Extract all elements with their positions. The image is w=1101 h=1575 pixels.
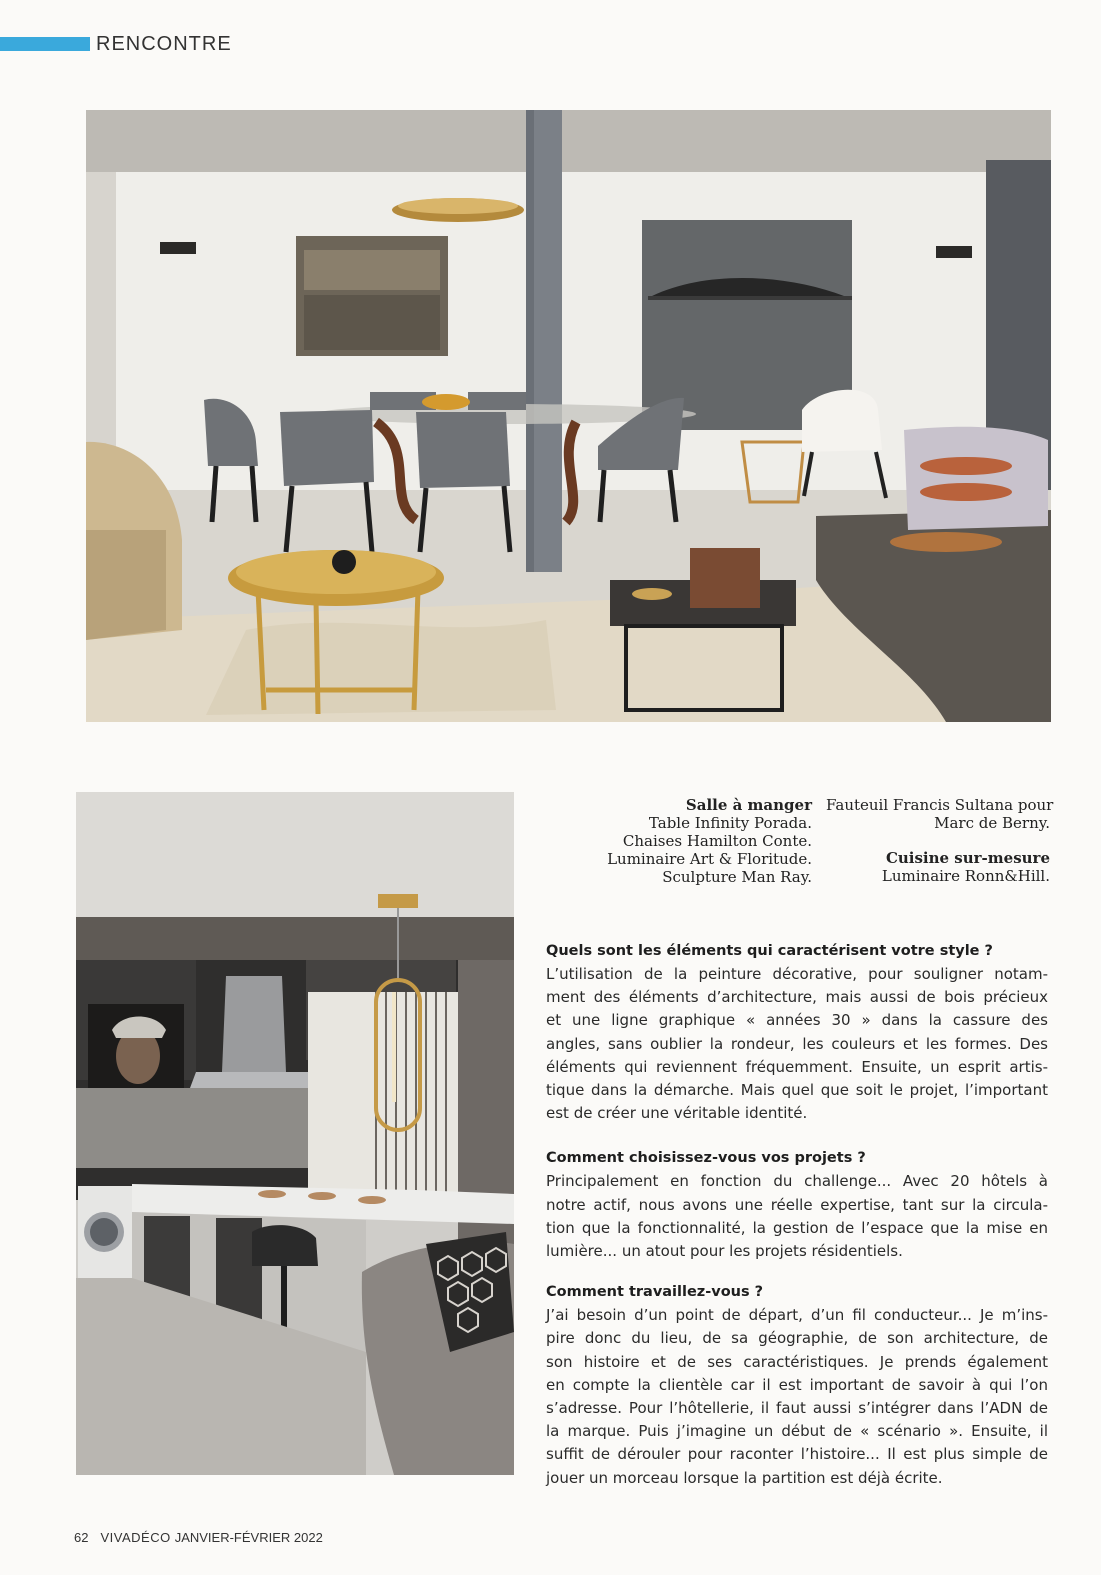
answer-line: pire donc du lieu, de sa géographie, de son architecture, de [546,1329,1048,1348]
caption-title: Cuisine sur-mesure [885,849,1050,867]
issue-date: JANVIER-FÉVRIER 2022 [174,1530,323,1545]
qa-block [546,1147,1048,1263]
answer-line: suffit de dérouler pour raconter l’histoire... Il est plus simple de [546,1445,1048,1464]
caption-line: Sculpture Man Ray. [662,868,812,886]
page-number: 62 [74,1530,89,1545]
interview-article [546,940,1048,1510]
answer-paragraph [546,1170,1048,1263]
answer-paragraph [546,963,1048,1125]
kitchen-photo [76,792,514,1475]
caption-line: Luminaire Art & Floritude. [607,850,812,868]
answer-line: et une ligne graphique « années 30 » dans la cassure des [546,1011,1048,1030]
caption-dining-room [560,796,812,886]
answer-line: lumière... un atout pour les projets résidentiels. [546,1242,903,1261]
magazine-name-b: DÉCO [131,1530,171,1545]
answer-line: ment des éléments d’architecture, mais aussi de bois précieux [546,988,1048,1007]
answer-line: en compte la clientèle car il est important de savoir à qui l’on [546,1375,1048,1394]
caption-kitchen [826,796,1054,885]
answer-line: tion que la fonctionnalité, la gestion de l’espace que la mise en [546,1218,1048,1237]
answer-line: Principalement en fonction du challenge... Avec 20 hôtels à [546,1172,1048,1191]
answer-line: éléments qui reviennent fréquemment. Ensuite, un esprit artis- [546,1057,1048,1076]
caption-line: Fauteuil Francis Sultana pour [826,796,1054,814]
question-heading: Comment choisissez-vous vos projets ? [546,1150,866,1167]
caption-line: Table Infinity Porada. [648,814,812,832]
qa-block [546,940,1048,1125]
answer-line: notre actif, nous avons une réelle expertise, tant sur la circula- [546,1195,1048,1214]
magazine-name-a: VIVA [100,1530,132,1545]
question-heading: Quels sont les éléments qui caractérisent votre style ? [546,943,993,959]
qa-block [546,1281,1048,1490]
magazine-name [100,1530,170,1545]
section-label: RENCONTRE [96,33,232,55]
answer-line: s’adresse. Pour l’hôtellerie, il faut aussi s’intégrer dans l’ADN de [546,1399,1048,1418]
answer-line: tique dans la démarche. Mais quel que soit le projet, l’important [546,1081,1048,1100]
answer-line: la marque. Puis j’imagine un début de « scénario ». Ensuite, il [546,1422,1048,1441]
caption-line: Luminaire Ronn&Hill. [881,867,1050,885]
dining-room-photo [86,110,1051,722]
answer-paragraph [546,1304,1048,1490]
page-footer [74,1530,323,1545]
caption-title: Salle à manger [685,796,812,814]
answer-line: angles, sans oublier la rondeur, les couleurs et les formes. Des [546,1034,1048,1053]
answer-line: son histoire et de ses caractéristiques. Je prends également [546,1352,1048,1371]
section-accent-bar [0,37,90,51]
answer-line: L’utilisation de la peinture décorative, pour souligner notam- [546,965,1048,983]
caption-line: Chaises Hamilton Conte. [622,832,812,850]
question-heading: Comment travaillez-vous ? [546,1284,764,1301]
answer-line: J’ai besoin d’un point de départ, d’un fil conducteur... Je m’ins- [546,1306,1048,1325]
answer-line: est de créer une véritable identité. [546,1104,808,1123]
caption-line: Marc de Berny. [934,814,1050,832]
answer-line: jouer un morceau lorsque la partition est déjà écrite. [546,1468,943,1487]
